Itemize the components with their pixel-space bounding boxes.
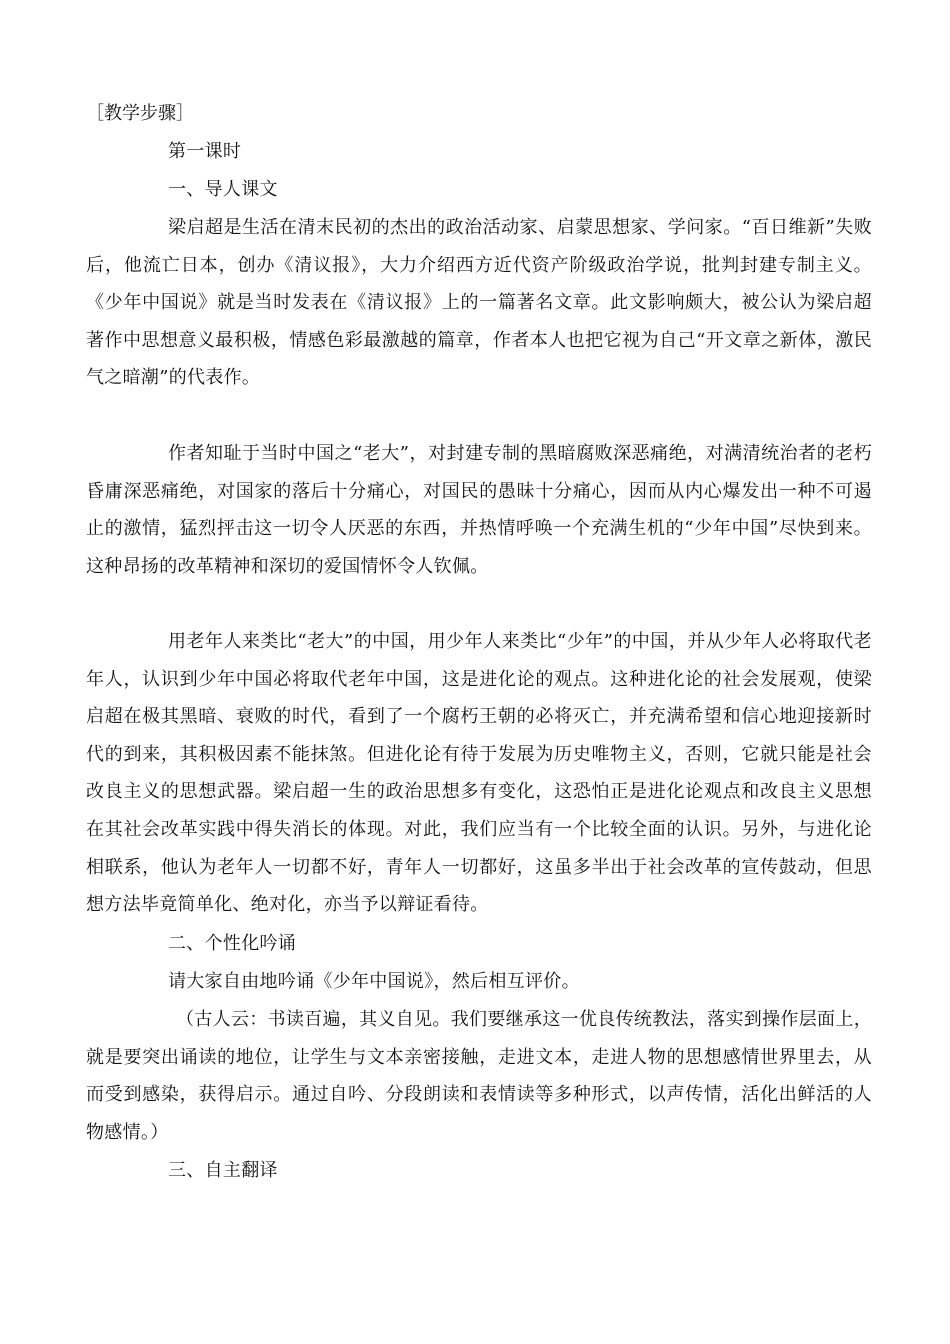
heading-recitation: 二、个性化吟诵 — [168, 933, 297, 954]
paragraph-teaching-note: （古人云：书读百遍，其义自见。我们要继承这一优良传统教法，落实到操作层面上，就是要突出诵读的地位，让学生与文本亲密接触，走进文本，走进人物的思想感情世界里去，从而受到感染，获得启示。通过自吟、分段朗读和表情读等多种形式，以声传情，活化出鲜活的人物感情。） — [86, 1009, 872, 1143]
lesson-title: 第一课时 — [168, 141, 242, 162]
paragraph-author-feelings: 作者知耻于当时中国之“老大”，对封建专制的黑暗腐败深恶痛绝，对满清统治者的老朽昏庸深恶痛绝，对国家的落后十分痛心，对国民的愚昧十分痛心，因而从内心爆发出一种不可遏止的激情，猛烈抨击这一切令人厌恶的东西，并热情呼唤一个充满生机的“少年中国”尽快到来。这种昂扬的改革精神和深切的爱国情怀令人钦佩。 — [86, 443, 872, 577]
paragraph-intro-liang: 梁启超是生活在清末民初的杰出的政治活动家、启蒙思想家、学问家。“百日维新”失败后，他流亡日本，创办《清议报》，大力介绍西方近代资产阶级政治学说，批判封建专制主义。《少年中国说》就是当时发表在《清议报》上的一篇著名文章。此文影响颇大，被公认为梁启超著作中思想意义最积极，情感色彩最激越的篇章，作者本人也把它视为自己“开文章之新体，激民气之暗潮”的代表作。 — [86, 217, 872, 389]
paragraph-evolution-theory: 用老年人来类比“老大”的中国，用少年人来类比“少年”的中国，并从少年人必将取代老年人，认识到少年中国必将取代老年中国，这是进化论的观点。这种进化论的社会发展观，使梁启超在极其黑暗、衰败的时代，看到了一个腐朽王朝的必将灭亡，并充满希望和信心地迎接新时代的到来，其积极因素不能抹煞。但进化论有待于发展为历史唯物主义，否则，它就只能是社会改良主义的思想武器。梁启超一生的政治思想多有变化，这恐怕正是进化论观点和改良主义思想在其社会改革实践中得失消长的体现。对此，我们应当有一个比较全面的认识。另外，与进化论相联系，他认为老年人一切都不好，青年人一切都好，这虽多半出于社会改革的宣传鼓动，但思想方法毕竟简单化、绝对化，亦当予以辩证看待。 — [86, 631, 872, 916]
heading-introduction: 一、导人课文 — [168, 179, 278, 200]
heading-translation: 三、自主翻译 — [168, 1160, 278, 1181]
section-label: ［教学步骤］ — [86, 103, 194, 124]
paragraph-recitation-task: 请大家自由地吟诵《少年中国说》，然后相互评价。 — [168, 971, 580, 992]
